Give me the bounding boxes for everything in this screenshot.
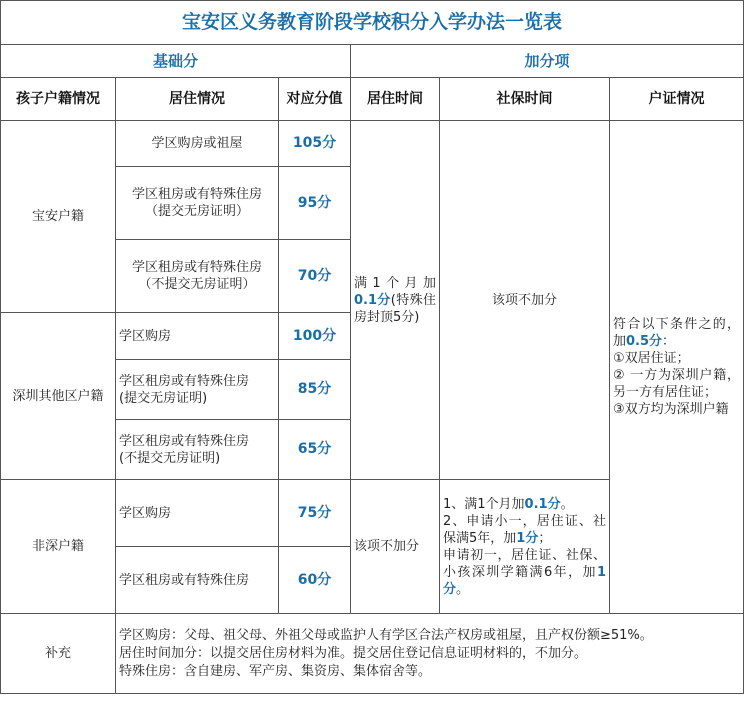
social-line2-pre: 2、申请小一，居住证、社保满5年，加 bbox=[443, 513, 606, 546]
social-time-non-shenzhen bbox=[440, 480, 610, 614]
social-line2-value: 1分 bbox=[516, 530, 539, 546]
permit-cell bbox=[610, 121, 744, 614]
permit-condition-1: ①双居住证； bbox=[613, 351, 690, 366]
score-cell: 70分 bbox=[279, 240, 351, 313]
social-line3-pre: 申请初一，居住证、社保、小孩深圳学籍满6年，加 bbox=[443, 547, 606, 580]
residence-cell: 学区购房 bbox=[116, 480, 279, 547]
header-permit: 户证情况 bbox=[610, 78, 744, 121]
supplement-line-2: 居住时间加分：以提交居住房材料为准。提交居住登记信息证明材料的，不加分。 bbox=[119, 645, 588, 661]
supplement-label: 补充 bbox=[1, 614, 116, 694]
res-time-non-shenzhen: 该项不加分 bbox=[351, 480, 440, 614]
residence-cell: 学区租房或有特殊住房 (提交无房证明) bbox=[116, 360, 279, 420]
score-cell: 105分 bbox=[279, 121, 351, 167]
score-cell: 95分 bbox=[279, 167, 351, 240]
score-cell: 65分 bbox=[279, 420, 351, 480]
score-cell: 75分 bbox=[279, 480, 351, 547]
group-baoan: 宝安户籍 bbox=[1, 121, 116, 313]
score-cell: 60分 bbox=[279, 547, 351, 614]
residence-cell: 学区租房或有特殊住房 (不提交无房证明) bbox=[116, 420, 279, 480]
page-title: 宝安区义务教育阶段学校积分入学办法一览表 bbox=[1, 1, 744, 45]
section-base: 基础分 bbox=[1, 45, 351, 78]
permit-intro-pre: 符合以下条件之的，加 bbox=[613, 317, 741, 349]
social-line3-value: 1分 bbox=[443, 564, 606, 597]
residence-cell: 学区租房或有特殊住房 bbox=[116, 547, 279, 614]
group-shenzhen-other: 深圳其他区户籍 bbox=[1, 313, 116, 480]
social-line1-pre: 1、满1个月加 bbox=[443, 496, 525, 512]
social-line1-post: 。 bbox=[560, 496, 574, 512]
header-residence: 居住情况 bbox=[116, 78, 279, 121]
permit-intro-post: ： bbox=[662, 334, 676, 349]
supplement-notes bbox=[116, 614, 744, 694]
residence-cell: 学区租房或有特殊住房 （不提交无房证明） bbox=[116, 240, 279, 313]
header-res-time: 居住时间 bbox=[351, 78, 440, 121]
permit-condition-2: ② 一方为深圳户籍，另一方有居住证； bbox=[613, 368, 741, 400]
score-cell: 85分 bbox=[279, 360, 351, 420]
permit-intro-value: 0.5分 bbox=[626, 334, 663, 349]
supplement-line-3: 特殊住房：含自建房、军产房、集资房、集体宿舍等。 bbox=[119, 663, 432, 679]
res-time-shenzhen bbox=[351, 121, 440, 480]
residence-cell: 学区租房或有特殊住房 （提交无房证明） bbox=[116, 167, 279, 240]
social-line2-post: ； bbox=[538, 530, 552, 546]
social-time-shenzhen: 该项不加分 bbox=[440, 121, 610, 480]
res-time-post: (特殊住房封顶5分) bbox=[354, 292, 437, 325]
social-line1-value: 0.1分 bbox=[524, 496, 561, 512]
header-score: 对应分值 bbox=[279, 78, 351, 121]
header-hukou: 孩子户籍情况 bbox=[1, 78, 116, 121]
section-bonus: 加分项 bbox=[351, 45, 744, 78]
score-cell: 100分 bbox=[279, 313, 351, 360]
group-non-shenzhen: 非深户籍 bbox=[1, 480, 116, 614]
permit-condition-3: ③双方均为深圳户籍 bbox=[613, 402, 729, 417]
residence-cell: 学区购房 bbox=[116, 313, 279, 360]
supplement-line-1: 学区购房：父母、祖父母、外祖父母或监护人有学区合法产权房或祖屋，且产权份额≥51%。 bbox=[119, 627, 653, 643]
header-social-time: 社保时间 bbox=[440, 78, 610, 121]
res-time-pre: 满1个月加 bbox=[354, 275, 436, 291]
res-time-value: 0.1分 bbox=[354, 292, 391, 308]
residence-cell: 学区购房或祖屋 bbox=[116, 121, 279, 167]
social-line3-post: 。 bbox=[456, 581, 470, 597]
